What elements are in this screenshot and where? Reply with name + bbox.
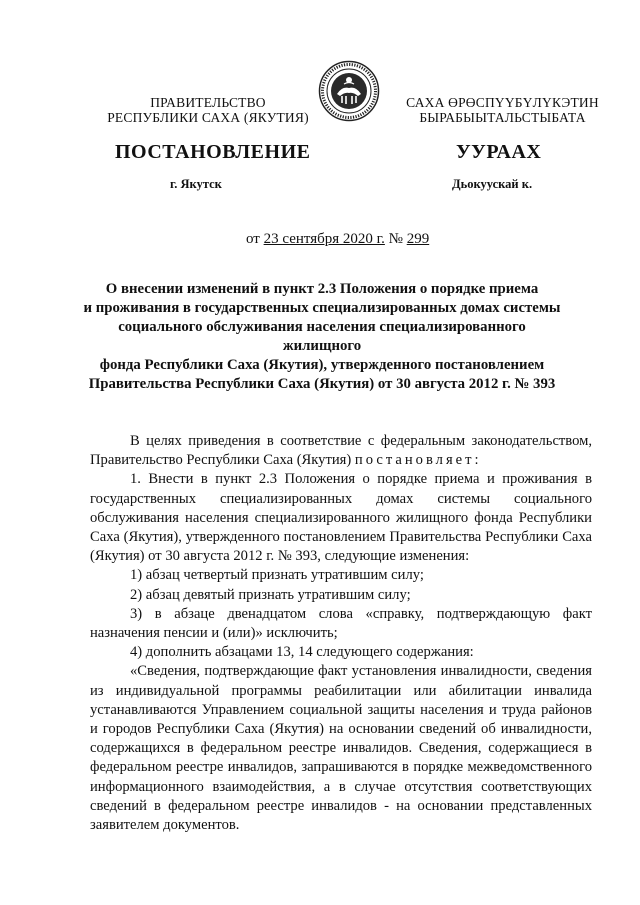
- title-line: и проживания в государственных специализированных домах системы: [83, 300, 561, 316]
- document-number: 299: [406, 231, 430, 247]
- document-title: [78, 280, 566, 394]
- government-name-line2: РЕСПУБЛИКИ САХА (ЯКУТИЯ): [107, 110, 309, 125]
- document-date: 23 сентября 2020 г.: [263, 231, 385, 247]
- title-line: фонда Республики Саха (Якутия), утвержденного постановлением: [99, 357, 545, 373]
- government-name-russian: [103, 95, 313, 125]
- paragraph-preamble: [90, 432, 592, 470]
- preamble-text: В целях приведения в соответствие с федеральным законодательством, Правительство Республики Саха (Якутия): [90, 433, 592, 469]
- government-name-yakut-line1: САХА ӨРӨСПҮҮБҮЛҮКЭТИН: [406, 95, 599, 110]
- paragraph-subitem-4: 4) дополнить абзацами 13, 14 следующего содержания:: [130, 644, 474, 661]
- document-date-line: [246, 231, 429, 248]
- government-name-line1: ПРАВИТЕЛЬСТВО: [150, 95, 266, 110]
- title-line: О внесении изменений в пункт 2.3 Положения о порядке приема: [105, 281, 539, 297]
- paragraph-subitem-3: 3) в абзаце двенадцатом слова «справку, подтверждающую факт назначения пенсии и (или)» исключить;: [90, 605, 592, 642]
- city-russian: г. Якутск: [170, 177, 222, 191]
- doc-type-russian: ПОСТАНОВЛЕНИЕ: [115, 141, 311, 163]
- title-line: социального обслуживания населения специализированного жилищного: [118, 319, 526, 354]
- government-name-yakut-line2: БЫРАБЫЫТАЛЬСТЫБАТА: [419, 110, 586, 125]
- paragraph-subitem-1: 1) абзац четвертый признать утратившим силу;: [130, 567, 424, 584]
- resolves-word: постановляет:: [354, 452, 482, 469]
- title-line: Правительства Республики Саха (Якутия) от 30 августа 2012 г. № 393: [88, 376, 556, 392]
- doc-type-yakut: УУРААХ: [456, 141, 542, 163]
- paragraph-quoted-addition: «Сведения, подтверждающие факт установления инвалидности, сведения из индивидуальной программы реабилитации или абилитации инвалида устанавливаются Управлением социальной защиты населения и труда районов и городов Республики Саха (Якутия) на основании сведений об инвалидности, содержащихся в федеральном реестре инвалидов. Сведения, содержащиеся в федеральном реестре инвалидов, запрашиваются в порядке межведомственного информационного взаимодействия, а в случае отсутствия соответствующих сведений в федеральном реестре инвалидов - на основании представленных заявителем документов.: [90, 663, 592, 834]
- paragraph-subitem-2: 2) абзац девятый признать утратившим силу;: [130, 586, 411, 603]
- city-yakut: Дьокуускай к.: [452, 177, 533, 191]
- date-prefix: от: [246, 231, 260, 247]
- paragraph-item-1: 1. Внести в пункт 2.3 Положения о порядке приема и проживания в государственных специализированных домах системы социального обслуживания населения специализированного жилищного фонда Республики Саха (Якутия), утвержденного постановлением Правительства Республики Саха (Якутия) от 30 августа 2012 г. № 393, следующие изменения:: [90, 471, 592, 565]
- government-name-yakut: [395, 95, 610, 125]
- number-sign: №: [388, 231, 403, 247]
- coat-of-arms-icon: [318, 60, 380, 122]
- document-body: [90, 432, 592, 835]
